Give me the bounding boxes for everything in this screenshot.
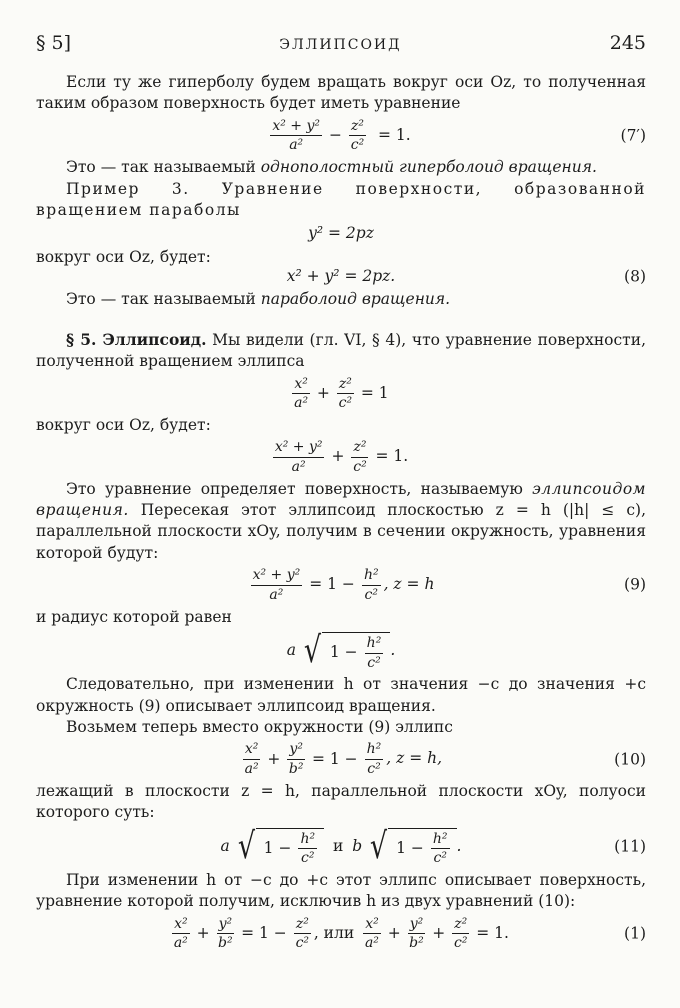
paragraph-radius: и радиус которой равен [36,607,232,626]
operator: = 1 − [309,575,355,594]
page-header [36,30,646,56]
equation-text: x² + y² = 2pz. [286,267,396,285]
operator: + [316,383,330,402]
denominator: a² [289,137,304,154]
numerator: y² [408,917,426,935]
sqrt-icon: √ [237,825,255,867]
equation-parabola: y² = 2pz [308,224,374,243]
operator: + [432,923,446,942]
text: Это — так называемый [66,158,261,177]
equation-number: (1) [624,924,646,943]
denominator: c² [367,654,381,671]
equation-rhs: = 1. [476,923,509,942]
denominator: a² [173,935,188,952]
fraction [217,917,235,951]
fraction [273,440,325,474]
numerator: y² [287,742,305,760]
numerator: z² [337,377,354,395]
fraction [172,917,190,951]
fraction [270,119,322,153]
fraction [349,119,366,153]
numerator: x² [292,377,310,395]
operator: + [267,749,281,768]
fraction [351,440,368,474]
equation-11 [36,825,646,867]
denominator: b² [409,935,424,952]
equation-number: (10) [614,749,646,768]
paragraph-with-equation-8 [36,247,646,288]
denominator: c² [301,850,315,867]
coefficient: a [286,641,296,660]
fraction [337,377,354,411]
equation-rhs: = 1. [375,447,409,466]
operator: + [331,447,345,466]
equation-radius [36,632,646,670]
equation-number: (8) [624,267,646,285]
numerator: x² [363,917,381,935]
paragraph-eliminate-h: При изменении h от −c до +c этот эллипс описывает поверхность, уравнение которой получим, исключив h из двух уравнений (10): [36,870,646,911]
numerator: h² [431,832,450,850]
equation-tail: , z = h, [386,749,443,768]
fraction [365,742,384,776]
denominator: c² [353,458,367,475]
fraction [363,917,381,951]
fraction [362,568,381,602]
operator: 1 − [329,643,358,662]
page-number: 245 [609,32,646,54]
paragraph-around-oz-2: вокруг оси Oz, будет: [36,415,211,434]
text: Пересекая этот эллипсоид плоскостью z = h (|h| ≤ c), параллельной плоскости xOy, получим в сечении окружность, уравнения которой будут: [36,501,646,562]
equation-rotation-ellipsoid [36,440,646,474]
italic-term: параболоид вращения. [260,290,451,309]
equation-1 [36,917,646,951]
operator: 1 − [396,839,424,857]
coefficient: a [220,836,230,855]
sqrt-icon: √ [303,630,322,672]
denominator: c² [350,137,365,154]
denominator: a² [294,395,309,412]
equation-number: (11) [614,837,646,855]
header-title: ЭЛЛИПСОИД [279,37,402,53]
numerator: x² + y² [270,119,322,137]
denominator: b² [288,761,304,778]
denominator: a² [244,761,259,778]
operator: = 1 − [241,923,287,942]
operator: 1 − [263,839,292,857]
operator: + [387,923,401,942]
denominator: c² [295,935,310,952]
sqrt-icon: √ [370,825,388,867]
equation-7prime [36,119,646,153]
paragraph-paraboloid-term [36,289,646,310]
section-heading: § 5. Эллипсоид. [66,329,207,349]
paragraph-semi-axes: лежащий в плоскости z = h, параллельной плоскости xOy, полуоси которого суть: [36,781,646,822]
numerator: h² [365,742,384,760]
numerator: h² [298,832,317,850]
operator: + [196,923,210,942]
denominator: c² [364,586,378,603]
paragraph-example-3: Пример 3. Уравнение поверхности, образованной вращением параболы [36,179,646,219]
numerator: x² [172,917,190,935]
numerator: z² [349,119,366,137]
fraction [292,377,310,411]
equation-tail: . [390,641,396,660]
equation-tail: . [456,836,462,855]
numerator: x² + y² [273,440,325,458]
paragraph-ellipsoid-of-rotation [36,479,646,565]
equation-9 [36,568,646,602]
denominator: c² [367,761,381,778]
radical [301,632,390,670]
equation-tail: , z = h [383,575,435,594]
numerator: y² [217,917,235,935]
numerator: h² [362,568,381,586]
fraction [294,917,311,951]
numerator: h² [365,636,384,654]
denominator: a² [291,458,306,475]
operator: = 1 − [311,749,358,768]
equation-number: (7′) [620,126,646,145]
fraction [251,568,303,602]
section-5-intro [36,329,646,373]
fraction [287,742,305,776]
numerator: z² [351,440,368,458]
paragraph-hyperbola-rotation: Если ту же гиперболу будем вращать вокруг оси Oz, то полученная таким образом поверхность будет иметь уравнение [36,73,646,113]
equation-rhs: = 1 [360,383,389,402]
equation-8 [36,266,646,287]
header-section: § 5] [36,32,72,54]
italic-term: эллипсоидом вращения. [36,479,646,519]
radical [235,825,324,867]
equation-ellipse [36,377,646,411]
denominator: b² [218,935,233,952]
denominator: a² [269,586,284,603]
numerator: x² + y² [251,568,303,586]
paragraph-with-radius [36,607,646,671]
operator: − [329,125,343,144]
equation-10 [36,742,646,776]
fraction [408,917,426,951]
paragraph-take-ellipse: Возьмем теперь вместо окружности (9) эллипс [66,718,453,736]
conjunction: и [333,836,344,855]
numerator: x² [243,742,261,760]
italic-term: однополостный гиперболоид вращения. [260,158,597,177]
numerator: z² [452,917,469,935]
paragraph-consequently: Следовательно, при изменении h от значения −c до значения +c окружность (9) описывает эллипсоид вращения. [36,675,646,715]
denominator: c² [454,935,468,952]
conjunction: , или [313,923,355,942]
radical [367,825,456,867]
fraction [243,742,261,776]
numerator: z² [294,917,311,935]
paragraph-hyperboloid-term [36,157,646,178]
coefficient: b [352,836,363,855]
fraction [452,917,469,951]
text: Это уравнение определяет поверхность, называемую [66,479,533,498]
equation-rhs: = 1. [377,125,411,144]
paragraph-around-oz: вокруг оси Oz, будет: [36,247,211,266]
text: Это — так называемый [66,290,261,309]
fraction [365,636,384,670]
text: Мы видели (гл. VI, § 4), что уравнение поверхности, полученной вращением эллипса [36,330,646,371]
denominator: c² [433,850,447,867]
fraction [431,832,450,866]
denominator: a² [364,935,379,952]
denominator: c² [338,395,353,412]
equation-number: (9) [624,575,646,594]
fraction [298,832,317,866]
